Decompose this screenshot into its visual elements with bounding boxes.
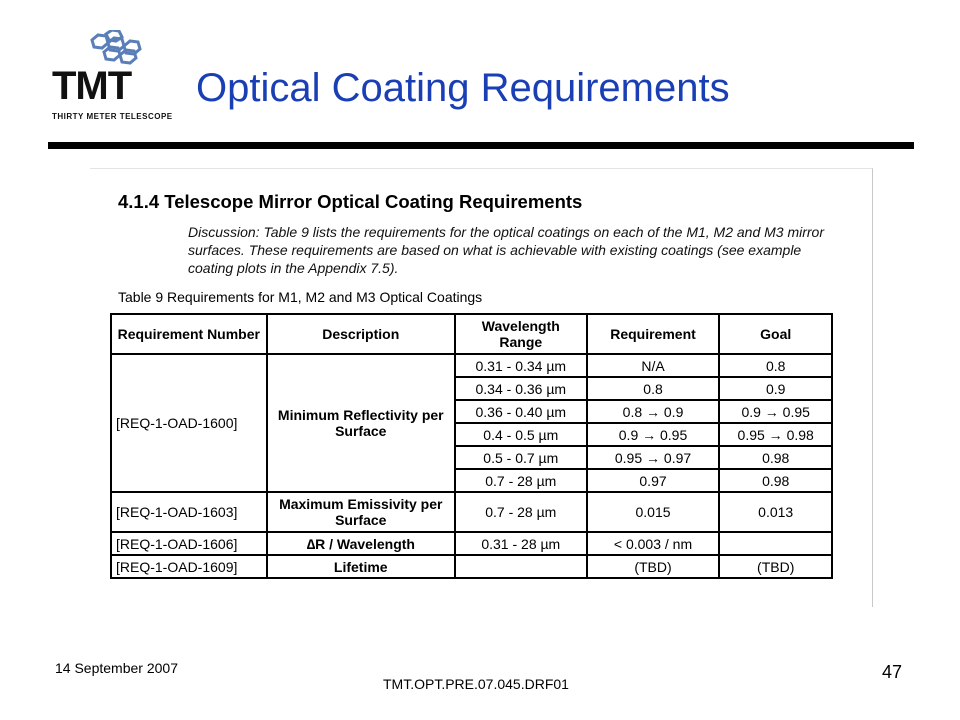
table-caption: Table 9 Requirements for M1, M2 and M3 Optical Coatings <box>118 289 483 305</box>
table-row <box>111 492 832 532</box>
requirement-number-cell: [REQ-1-OAD-1603] <box>111 492 267 532</box>
wavelength-cell: 0.36 - 0.40 µm <box>455 400 587 423</box>
description-cell: Maximum Emissivity per Surface <box>267 492 455 532</box>
tmt-logo <box>52 30 182 125</box>
goal-cell: 0.9 → 0.95 <box>719 400 832 423</box>
wavelength-cell: 0.31 - 28 µm <box>455 532 587 555</box>
wavelength-cell: 0.7 - 28 µm <box>455 492 587 532</box>
goal-cell: 0.98 <box>719 469 832 492</box>
column-header: Goal <box>719 314 832 354</box>
section-heading: 4.1.4 Telescope Mirror Optical Coating Requirements <box>118 191 583 212</box>
column-header: Requirement Number <box>111 314 267 354</box>
title-divider <box>48 142 914 149</box>
wavelength-cell: 0.7 - 28 µm <box>455 469 587 492</box>
goal-cell: 0.95 → 0.98 <box>719 423 832 446</box>
table-row <box>111 555 832 578</box>
wavelength-cell <box>455 555 587 578</box>
goal-cell: (TBD) <box>719 555 832 578</box>
goal-cell: 0.8 <box>719 354 832 377</box>
footer-document-id: TMT.OPT.PRE.07.045.DRF01 <box>383 676 569 692</box>
description-cell: ∆R / Wavelength <box>267 532 455 555</box>
goal-cell: 0.9 <box>719 377 832 400</box>
discussion-text: Discussion: Table 9 lists the requirements for the optical coatings on each of the M1, M2 and M3 mirror surfaces. These requirements are based on what is achievable with existing coatings (see example coating plots in the Appendix 7.5). <box>188 224 825 276</box>
footer-date: 14 September 2007 <box>55 660 178 676</box>
page-number: 47 <box>882 662 903 682</box>
table-row <box>111 354 832 377</box>
requirement-cell: 0.97 <box>587 469 720 492</box>
goal-cell: 0.013 <box>719 492 832 532</box>
requirement-number-cell: [REQ-1-OAD-1600] <box>111 354 267 492</box>
requirement-cell: (TBD) <box>587 555 720 578</box>
wavelength-cell: 0.31 - 0.34 µm <box>455 354 587 377</box>
column-header: Description <box>267 314 455 354</box>
logo-subtitle: THIRTY METER TELESCOPE <box>52 112 173 121</box>
logo-wordmark: TMT <box>52 64 132 108</box>
requirement-cell: 0.95 → 0.97 <box>587 446 720 469</box>
requirement-cell: 0.9 → 0.95 <box>587 423 720 446</box>
requirement-cell: 0.015 <box>587 492 720 532</box>
table-header-row <box>111 314 832 354</box>
requirement-cell: 0.8 <box>587 377 720 400</box>
wavelength-cell: 0.5 - 0.7 µm <box>455 446 587 469</box>
document-excerpt <box>90 168 873 607</box>
requirement-number-cell: [REQ-1-OAD-1609] <box>111 555 267 578</box>
table-row <box>111 532 832 555</box>
hexagon-mirror-icon <box>84 30 150 66</box>
description-cell: Minimum Reflectivity per Surface <box>267 354 455 492</box>
requirement-number-cell: [REQ-1-OAD-1606] <box>111 532 267 555</box>
column-header: Wavelength Range <box>455 314 587 354</box>
description-cell: Lifetime <box>267 555 455 578</box>
requirement-cell: N/A <box>587 354 720 377</box>
slide-title: Optical Coating Requirements <box>196 66 730 110</box>
column-header: Requirement <box>587 314 720 354</box>
goal-cell <box>719 532 832 555</box>
requirement-cell: < 0.003 / nm <box>587 532 720 555</box>
goal-cell: 0.98 <box>719 446 832 469</box>
wavelength-cell: 0.4 - 0.5 µm <box>455 423 587 446</box>
requirement-cell: 0.8 → 0.9 <box>587 400 720 423</box>
requirements-table <box>110 313 833 579</box>
wavelength-cell: 0.34 - 0.36 µm <box>455 377 587 400</box>
